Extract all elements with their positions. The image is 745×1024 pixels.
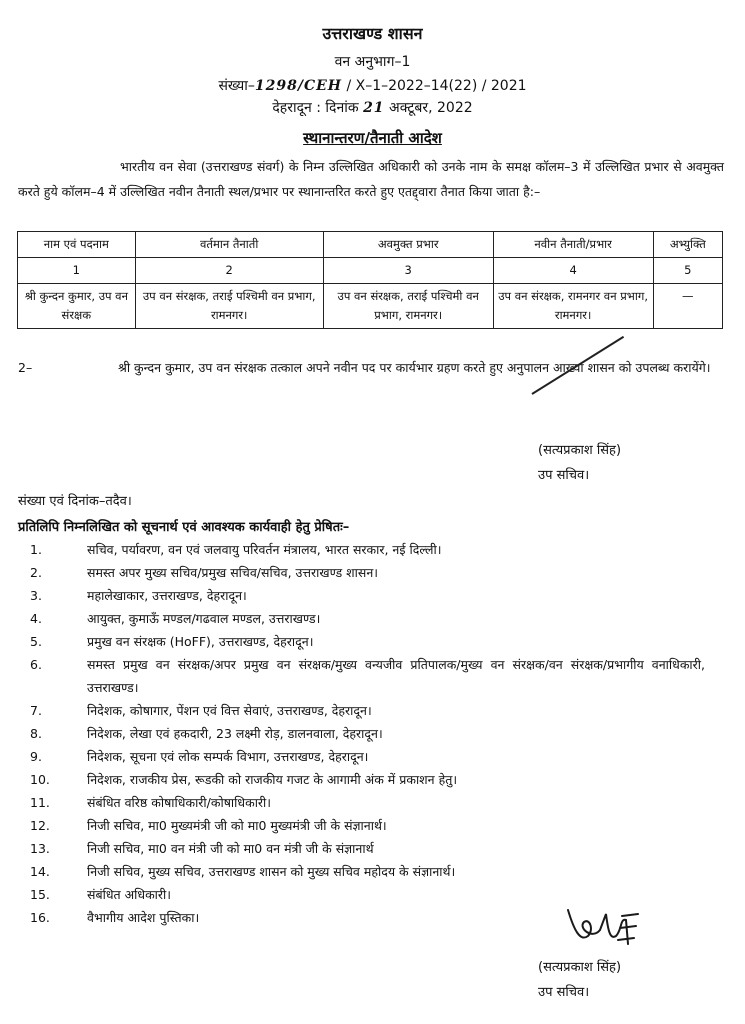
issuing-authority: उत्तराखण्ड शासन [322,24,423,43]
col-number: 4 [493,258,653,284]
signatory-designation: उप सचिव। [538,468,590,483]
handwritten-signature [562,900,642,956]
copy-recipient-list [0,538,745,929]
list-item [0,653,745,699]
list-item [0,768,745,791]
list-item [0,584,745,607]
list-item-text: महालेखाकार, उत्तराखण्ड, देहरादून। [87,588,247,603]
date-suffix: अक्टूबर, 2022 [389,100,473,116]
order-paragraph-2 [18,355,724,380]
date-prefix: देहरादून : दिनांक [272,100,359,116]
order-paragraph-1: भारतीय वन सेवा (उत्तराखण्ड संवर्ग) के निम्न उल्लिखित अधिकारी को उनके नाम के समक्ष कॉलम–3 में उल्लिखित प्रभार से अवमुक्त करते हुये कॉलम–4 में उल्लिखित नवीन तैनाती स्थल/प्रभार पर स्थानान्तरित करते हुए एतद्द्वारा तैनात किया जाता है:– [18,159,724,199]
copy-heading: प्रतिलिपि निम्नलिखित को सूचनार्थ एवं आवश्यक कार्यवाही हेतु प्रेषितः– [18,520,350,535]
cell-new-posting: उप वन संरक्षक, रामनगर वन प्रभाग, रामनगर। [493,284,653,329]
list-item-text: निदेशक, राजकीय प्रेस, रूडकी को राजकीय गजट के आगामी अंक में प्रकाशन हेतु। [87,772,458,787]
list-item-number: 3. [30,588,42,603]
paragraph-number: 2– [18,360,33,375]
signatory-name-copy: (सत्यप्रकाश सिंह) [538,960,622,975]
list-item-text: समस्त प्रमुख वन संरक्षक/अपर प्रमुख वन संरक्षक/मुख्य वन्यजीव प्रतिपालक/मुख्य वन संरक्षक/वन संरक्षक/प्रभागीय वनाधिकारी, उत्तराखण्ड। [87,657,705,695]
list-item-text: समस्त अपर मुख्य सचिव/प्रमुख सचिव/सचिव, उत्तराखण्ड शासन। [87,565,379,580]
list-item-text: निदेशक, कोषागार, पेंशन एवं वित्त सेवाएं, उत्तराखण्ड, देहरादून। [87,703,372,718]
list-item [0,561,745,584]
list-item-number: 14. [30,864,50,879]
list-item-number: 9. [30,749,42,764]
list-item-number: 8. [30,726,42,741]
list-item [0,791,745,814]
col-number: 5 [653,258,722,284]
list-item [0,860,745,883]
cell-relieved-charge: उप वन संरक्षक, तराई पश्चिमी वन प्रभाग, रामनगर। [323,284,493,329]
list-item [0,630,745,653]
list-item [0,538,745,561]
table-col-number-row [18,258,723,284]
list-item [0,722,745,745]
ref-handwritten-number: 1298/CEH [254,78,342,94]
list-item-number: 7. [30,703,42,718]
col-header-current-posting: वर्तमान तैनाती [135,232,323,258]
table-header-row [18,232,723,258]
col-number: 3 [323,258,493,284]
cell-remarks: — [653,284,722,329]
list-item-text: निजी सचिव, मा0 मुख्यमंत्री जी को मा0 मुख्यमंत्री जी के संज्ञानार्थ। [87,818,387,833]
col-number: 1 [18,258,136,284]
list-item [0,837,745,860]
transfer-table [17,231,723,329]
signatory-name: (सत्यप्रकाश सिंह) [538,443,622,458]
ref-prefix: संख्या– [218,78,255,94]
col-header-name: नाम एवं पदनाम [18,232,136,258]
list-item [0,745,745,768]
list-item-text: प्रमुख वन संरक्षक (HoFF), उत्तराखण्ड, देहरादून। [87,634,314,649]
list-item-text: वैभागीय आदेश पुस्तिका। [87,910,200,925]
cell-current-posting: उप वन संरक्षक, तराई पश्चिमी वन प्रभाग, रामनगर। [135,284,323,329]
list-item-number: 12. [30,818,50,833]
col-header-new-posting: नवीन तैनाती/प्रभार [493,232,653,258]
list-item-number: 1. [30,542,42,557]
list-item [0,699,745,722]
list-item-text: निदेशक, लेखा एवं हकदारी, 23 लक्ष्मी रोड़, डालनवाला, देहरादून। [87,726,383,741]
list-item-text: सचिव, पर्यावरण, वन एवं जलवायु परिवर्तन मंत्रालय, भारत सरकार, नई दिल्ली। [87,542,442,557]
list-item-text: निजी सचिव, मुख्य सचिव, उत्तराखण्ड शासन को मुख्य सचिव महोदय के संज्ञानार्थ। [87,864,456,879]
order-title [0,128,745,148]
col-header-relieved-charge: अवमुक्त प्रभार [323,232,493,258]
list-item-number: 2. [30,565,42,580]
paragraph-2-text: श्री कुन्दन कुमार, उप वन संरक्षक तत्काल अपने नवीन पद पर कार्यभार ग्रहण करते हुए अनुपालन आख्या शासन को उपलब्ध करायेंगे। [118,360,711,375]
list-item-number: 15. [30,887,50,902]
list-item-number: 6. [30,657,42,672]
list-item-text: संबंधित अधिकारी। [87,887,172,902]
order-title-text: स्थानान्तरण/तैनाती आदेश [303,129,442,147]
list-item-text: निजी सचिव, मा0 वन मंत्री जी को मा0 वन मंत्री जी के संज्ञानार्थ [87,841,374,856]
section-name: वन अनुभाग–1 [334,54,411,70]
list-item-text: निदेशक, सूचना एवं लोक सम्पर्क विभाग, उत्तराखण्ड, देहरादून। [87,749,369,764]
list-item-number: 4. [30,611,42,626]
copy-reference: संख्या एवं दिनांक–तदैव। [18,494,132,509]
date-handwritten-day: 21 [363,100,385,116]
list-item-number: 5. [30,634,42,649]
signatory-designation-copy: उप सचिव। [538,985,590,1000]
col-number: 2 [135,258,323,284]
order-reference [0,76,745,95]
list-item-number: 16. [30,910,50,925]
list-item-text: संबंधित वरिष्ठ कोषाधिकारी/कोषाधिकारी। [87,795,272,810]
list-item-number: 10. [30,772,50,787]
list-item-number: 13. [30,841,50,856]
cell-officer-name: श्री कुन्दन कुमार, उप वन संरक्षक [18,284,136,329]
order-date [0,98,745,117]
col-header-remarks: अभ्युक्ति [653,232,722,258]
table-row [18,284,723,329]
list-item-text: आयुक्त, कुमाऊँ मण्डल/गढवाल मण्डल, उत्तराखण्ड। [87,611,321,626]
list-item [0,814,745,837]
list-item [0,607,745,630]
list-item-number: 11. [30,795,50,810]
ref-suffix: / X–1–2022–14(22) / 2021 [346,78,527,94]
